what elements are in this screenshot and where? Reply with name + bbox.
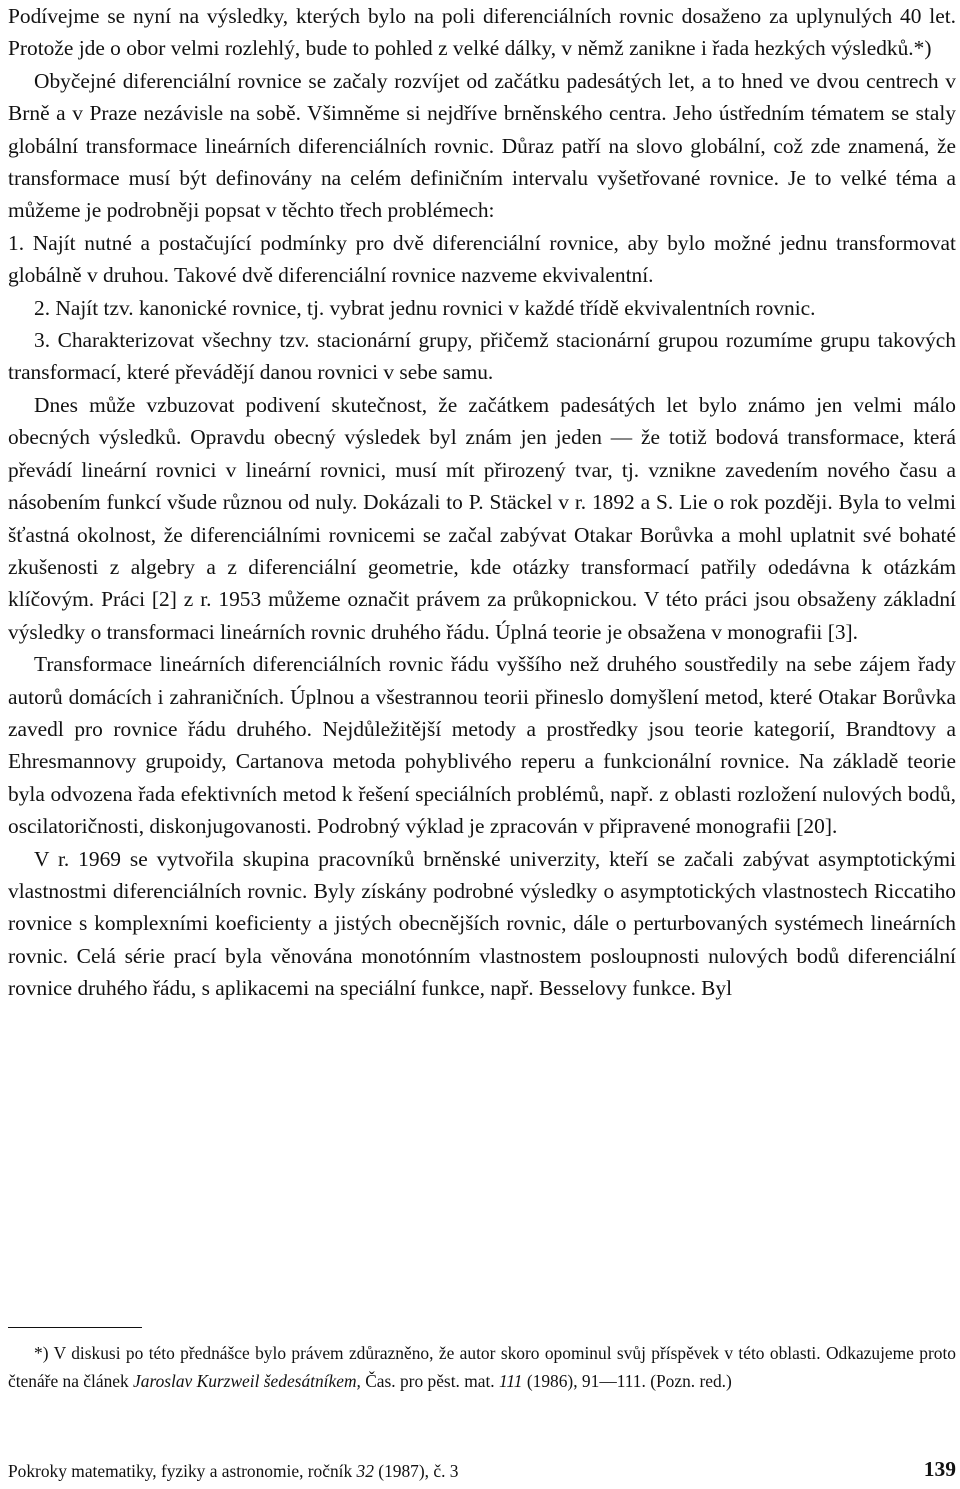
journal-issue: (1987), č. 3 bbox=[373, 1461, 459, 1481]
footnote-cited-article: Jaroslav Kurzweil šedesátníkem, bbox=[133, 1370, 361, 1391]
footnote bbox=[8, 1340, 956, 1395]
footnote-divider bbox=[8, 1327, 142, 1328]
footnote-journal: Čas. pro pěst. mat. bbox=[360, 1370, 499, 1391]
problem-3: 3. Charakterizovat všechny tzv. stacionární grupy, přičemž stacionární grupou rozumíme grupu takových transformací, které převádějí danou rovnici v sebe samu. bbox=[8, 328, 956, 385]
paragraph-1969-group: V r. 1969 se vytvořila skupina pracovníků brněnské univerzity, kteří se začali zabývat asymptotickými vlastnostmi diferenciálních rovnic. Byly získány podrobné výsledky o asymptotických vlastnostech Riccatiho rovnice s komplexními koeficienty a jistých obecnějších rovnic, dále o perturbovaných systémech lineárních rovnic. Celá série prací byla věnována monotónním vlastnostem posloupnosti nulových bodů diferenciální rovnice druhého řádu, s aplikacemi na speciální funkce, např. Besselovy funkce. Byl bbox=[8, 846, 956, 1001]
paragraph-brno-center: Obyčejné diferenciální rovnice se začaly rozvíjet od začátku padesátých let, a to hned ve dvou centrech v Brně a v Praze nezávisle na sobě. Všimněme si nejdříve brněnského centra. Jeho ústředním tématem se staly globální transformace lineárních diferenciálních rovnic. Důraz patří na slovo globální, což zde znamená, že transformace musí být definovány na celém definičním intervalu vyšetřované rovnice. Je to velké téma a můžeme je podrobněji popsat v těchto třech problémech: bbox=[8, 68, 956, 223]
footnote-text-before: V diskusi po této přednášce bylo právem zdůrazněno, že autor skoro opominul svůj příspěvek v této oblasti. Odkazujeme proto čtenáře na článek bbox=[8, 1343, 956, 1391]
paragraph-intro: Podívejme se nyní na výsledky, kterých bylo na poli diferenciálních rovnic dosaženo za uplynulých 40 let. Protože jde o obor velmi rozlehlý, bude to pohled z velké dálky, v němž zanikne i řada hezkých výsledků.*) bbox=[8, 4, 956, 61]
paragraph-fifties: Dnes může vzbuzovat podivení skutečnost, že začátkem padesátých let bylo známo jen velmi málo obecných výsledků. Opravdu obecný výsledek byl znám jen jeden — že totiž bodová transformace, která převádí lineární rovnici v lineární rovnici, musí mít přirozený tvar, tj. vznikne zavedením nového času a násobením funkcí všude různou od nuly. Dokázali to P. Stäckel v r. 1892 a S. Lie o rok později. Byla to velmi šťastná okolnost, že diferenciálními rovnicemi se začal zabývat Otakar Borůvka a mohl uplatnit své bohaté zkušenosti z algebry a z diferenciální geometrie, kde otázky transformací patřily odedávna k otázkám klíčovým. Práci [2] z r. 1953 můžeme označit právem za průkopnickou. V této práci jsou obsaženy základní výsledky o transformaci lineárních rovnic druhého řádu. Úplná teorie je obsažena v monografii [3]. bbox=[8, 392, 956, 644]
problem-2: 2. Najít tzv. kanonické rovnice, tj. vybrat jednu rovnici v každé třídě ekvivalentních rovnic. bbox=[34, 295, 816, 320]
page-number: 139 bbox=[923, 1457, 956, 1481]
footnote-text-after: (1986), 91—111. (Pozn. red.) bbox=[522, 1370, 732, 1391]
article-body bbox=[8, 0, 956, 1005]
journal-name: Pokroky matematiky, fyziky a astronomie, ročník bbox=[8, 1461, 357, 1481]
paragraph-higher-order: Transformace lineárních diferenciálních rovnic řádu vyššího než druhého soustředily na sebe zájem řady autorů domácích i zahraničních. Úplnou a všestrannou teorii přineslo domyšlení metod, které Otakar Borůvka zavedl pro rovnice řádu druhého. Nejdůležitější metody a prostředky jsou teorie kategorií, Brandtovy a Ehresmannovy grupoidy, Cartanova metoda pohyblivého reperu a funkcionální rovnice. Na základě teorie byla odvozena řada efektivních metod k řešení speciálních problémů, např. z oblasti rozložení nulových bodů, oscilatoričnosti, diskonjugovanosti. Podrobný výklad je zpracován v připravené monografii [20]. bbox=[8, 652, 956, 839]
problem-1: 1. Najít nutné a postačující podmínky pro dvě diferenciální rovnice, aby bylo možné jednu transformovat globálně v druhou. Takové dvě diferenciální rovnice nazveme ekvivalentní. bbox=[8, 230, 956, 288]
footnote-mark: *) bbox=[34, 1343, 49, 1363]
footnote-volume: 111 bbox=[499, 1370, 523, 1391]
journal-volume: 32 bbox=[356, 1461, 374, 1481]
journal-reference bbox=[8, 1458, 458, 1484]
